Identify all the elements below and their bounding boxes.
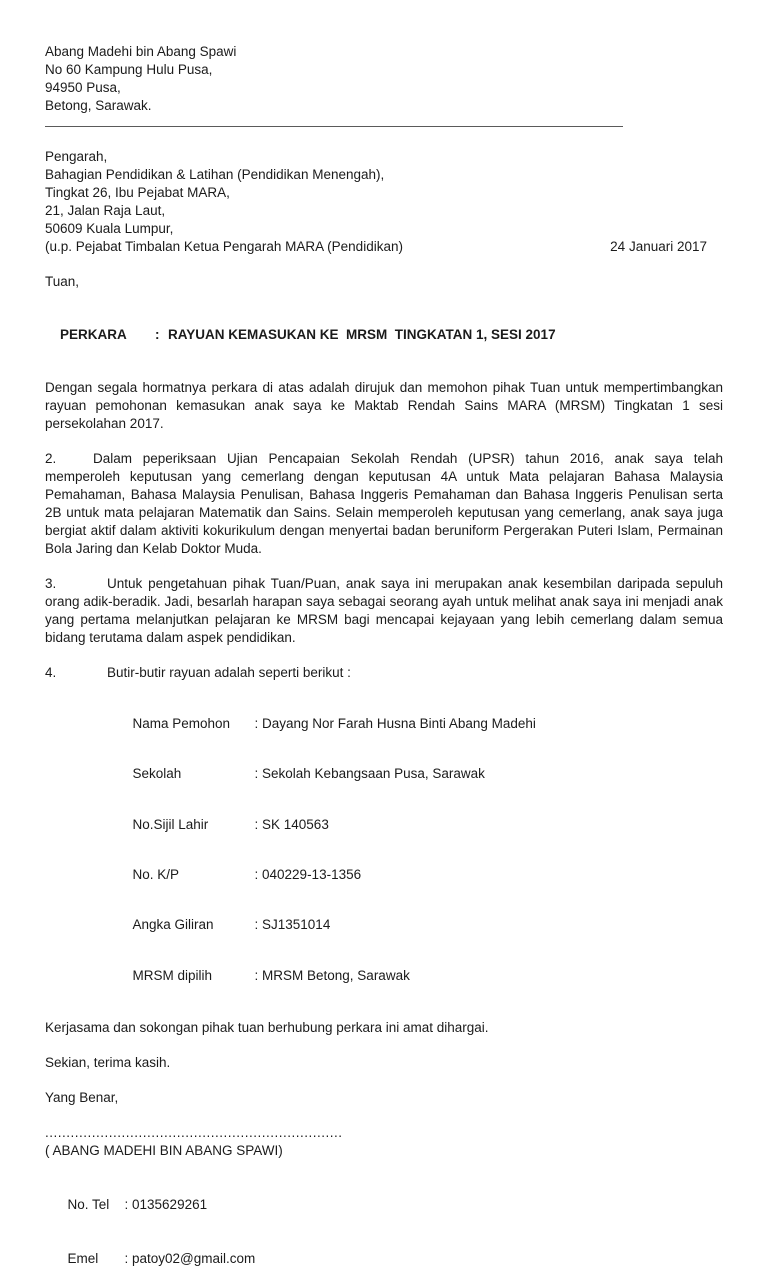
sender-name: Abang Madehi bin Abang Spawi bbox=[45, 44, 237, 59]
detail-row-nama-pemohon bbox=[110, 699, 723, 749]
recipient-address-block bbox=[45, 148, 723, 256]
contact-row-email bbox=[45, 1232, 723, 1286]
detail-label: No.Sijil Lahir bbox=[132, 816, 209, 832]
recipient-line: Pengarah, bbox=[45, 149, 108, 164]
contact-block bbox=[45, 1178, 723, 1286]
attention-date-row bbox=[45, 238, 723, 256]
subject-line bbox=[45, 308, 723, 362]
recipient-line: 21, Jalan Raja Laut, bbox=[45, 203, 166, 218]
recipient-line: Tingkat 26, Ibu Pejabat MARA, bbox=[45, 185, 230, 200]
detail-value: : SJ1351014 bbox=[254, 917, 331, 933]
detail-label: Angka Giliran bbox=[132, 917, 214, 933]
applicant-details bbox=[110, 699, 723, 1001]
contact-value: : 0135629261 bbox=[124, 1197, 208, 1213]
closing-thanks: Sekian, terima kasih. bbox=[45, 1055, 171, 1071]
paragraph-text: Butir-butir rayuan adalah seperti berikut : bbox=[107, 665, 351, 680]
paragraph-text: Untuk pengetahuan pihak Tuan/Puan, anak saya ini merupakan anak kesembilan daripada sepuluh orang adik-beradik. Jadi, besarlah harapan saya sebagai seorang ayah untuk melihat anak saya ini menjadi anak yang pertama melanjutkan pelajaran ke MRSM bagi mencapai kejayaan yang lebih cemerlang dalam semua bidang terutama dalam aspek pendidikan. bbox=[45, 576, 723, 645]
subject-text: RAYUAN KEMASUKAN KE MRSM TINGKATAN 1, SESI 2017 bbox=[168, 327, 556, 342]
detail-label: Nama Pemohon bbox=[132, 715, 231, 731]
attention-line: (u.p. Pejabat Timbalan Ketua Pengarah MARA (Pendidikan) bbox=[45, 239, 403, 254]
subject-colon: : bbox=[155, 327, 160, 342]
signature-name: ( ABANG MADEHI BIN ABANG SPAWI) bbox=[45, 1143, 283, 1159]
paragraph-number: 3. bbox=[45, 576, 57, 591]
closing-courtesy: Kerjasama dan sokongan pihak tuan berhubung perkara ini amat dihargai. bbox=[45, 1020, 489, 1036]
detail-row-sekolah bbox=[110, 749, 723, 799]
sender-address-line: Betong, Sarawak. bbox=[45, 98, 152, 113]
signature-block bbox=[45, 1124, 723, 1160]
detail-value: : Dayang Nor Farah Husna Binti Abang Madehi bbox=[254, 715, 536, 731]
paragraph-3 bbox=[45, 575, 723, 647]
paragraph-number: 4. bbox=[45, 665, 57, 680]
paragraph-4 bbox=[45, 664, 723, 682]
paragraph-number: 2. bbox=[45, 451, 57, 466]
paragraph-text: Dalam peperiksaan Ujian Pencapaian Sekolah Rendah (UPSR) tahun 2016, anak saya telah memperoleh keputusan yang cemerlang dengan keputusan 4A untuk Mata pelajaran Bahasa Malaysia Pemahaman, Bahasa Malaysia Penulisan, Bahasa Inggeris Pemahaman dan Bahasa Inggeris Penulisan serta 2B untuk mata pelajaran Matematik dan Sains. Selain memperoleh keputusan yang cemerlang, anak saya juga bergiat aktif dalam aktiviti kokurikulum dengan menyertai badan beruniform Pergerakan Puteri Islam, Permainan Bola Jaring dan Kelab Doktor Muda. bbox=[45, 451, 723, 556]
detail-value: : MRSM Betong, Sarawak bbox=[254, 967, 410, 983]
paragraph-1 bbox=[45, 379, 723, 433]
paragraph-text: Dengan segala hormatnya perkara di atas adalah dirujuk dan memohon pihak Tuan untuk mempertimbangkan rayuan pemohonan kemasukan anak saya ke Maktab Rendah Sains MARA (MRSM) Tingkatan 1 sesi persekolahan 2017. bbox=[45, 380, 723, 431]
detail-value: : SK 140563 bbox=[254, 816, 329, 832]
detail-label: MRSM dipilih bbox=[132, 967, 213, 983]
detail-label: No. K/P bbox=[132, 866, 180, 882]
detail-value: : Sekolah Kebangsaan Pusa, Sarawak bbox=[254, 766, 485, 782]
closing-sign-off: Yang Benar, bbox=[45, 1090, 119, 1106]
detail-label: Sekolah bbox=[132, 766, 182, 782]
salutation: Tuan, bbox=[45, 274, 80, 289]
signature-dotted-line: ...................................................................... bbox=[45, 1125, 343, 1141]
recipient-line: 50609 Kuala Lumpur, bbox=[45, 221, 174, 236]
detail-row-sijil-lahir bbox=[110, 800, 723, 850]
recipient-line: Bahagian Pendidikan & Latihan (Pendidikan Menengah), bbox=[45, 167, 385, 182]
subject-label: PERKARA bbox=[60, 327, 127, 342]
paragraph-2 bbox=[45, 450, 723, 558]
sender-address-line: No 60 Kampung Hulu Pusa, bbox=[45, 62, 213, 77]
sender-address-block bbox=[45, 43, 723, 115]
contact-value: : patoy02@gmail.com bbox=[124, 1251, 256, 1267]
contact-label: No. Tel bbox=[67, 1197, 110, 1213]
contact-label: Emel bbox=[67, 1251, 99, 1267]
sender-address-line: 94950 Pusa, bbox=[45, 80, 121, 95]
divider-line bbox=[45, 126, 623, 127]
detail-row-kp bbox=[110, 850, 723, 900]
detail-value: : 040229-13-1356 bbox=[254, 866, 362, 882]
letter-date: 24 Januari 2017 bbox=[610, 239, 707, 254]
detail-row-mrsm-dipilih bbox=[110, 951, 723, 1001]
detail-row-angka-giliran bbox=[110, 901, 723, 951]
contact-row-tel bbox=[45, 1178, 723, 1232]
